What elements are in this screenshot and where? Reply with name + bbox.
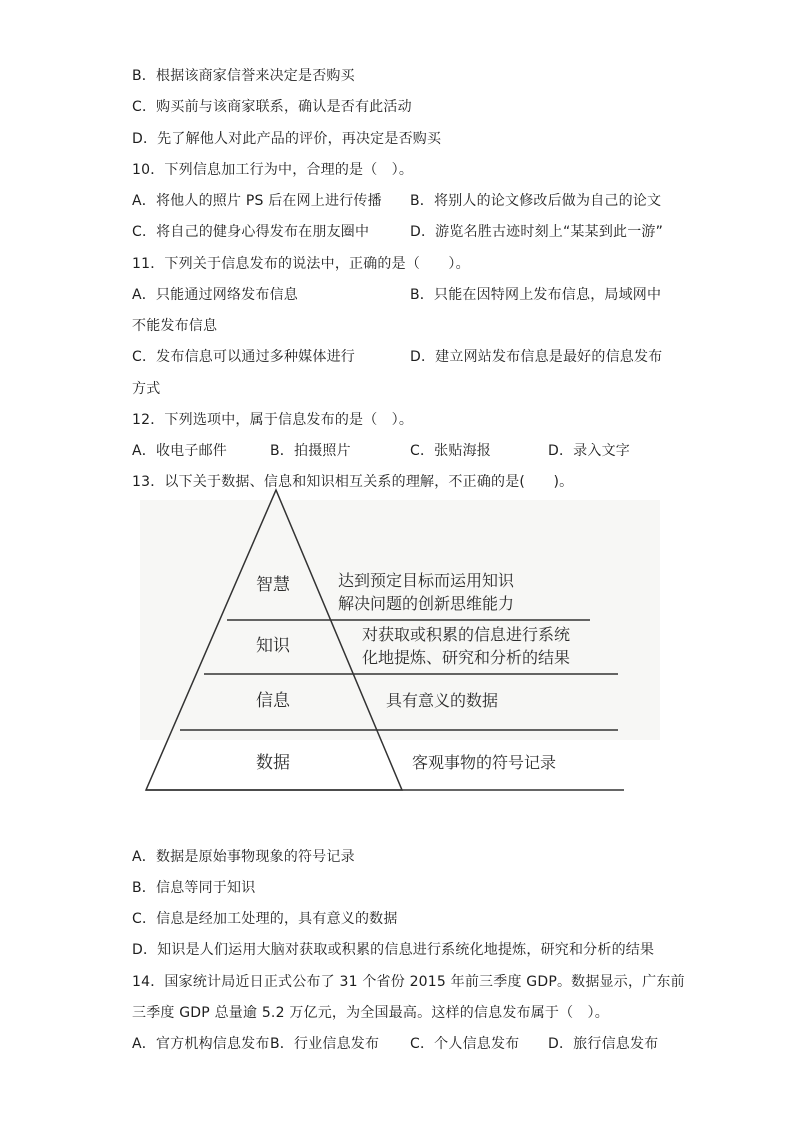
q12-stem: 12．下列选项中，属于信息发布的是（ ）。 (132, 412, 414, 428)
q13-stem: 13．以下关于数据、信息和知识相互关系的理解，不正确的是( )。 (132, 474, 574, 490)
q10-stem: 10．下列信息加工行为中，合理的是（ ）。 (132, 162, 414, 178)
level-desc-data: 客观事物的符号记录 (412, 753, 557, 772)
q13-option-c: C．信息是经加工处理的，具有意义的数据 (132, 911, 398, 927)
level-desc-wisdom-1: 达到预定目标而运用知识 (338, 571, 515, 590)
q12-option-c: C．张贴海报 (410, 443, 491, 459)
q10-option-b: B．将别人的论文修改后做为自己的论文 (410, 193, 662, 209)
level-name-information: 信息 (256, 691, 290, 711)
q14-option-a: A．官方机构信息发布 (132, 1036, 270, 1052)
q12-option-b: B．拍摄照片 (270, 443, 351, 459)
q10-option-c: C．将自己的健身心得发布在朋友圈中 (132, 224, 370, 240)
q14-option-b: B．行业信息发布 (270, 1036, 380, 1052)
q9-option-d: D．先了解他人对此产品的评价，再决定是否购买 (132, 131, 442, 147)
q13-option-b: B．信息等同于知识 (132, 880, 256, 896)
q13-option-d: D．知识是人们运用大脑对获取或积累的信息进行系统化地提炼，研究和分析的结果 (132, 942, 655, 958)
q12-option-d: D．录入文字 (548, 443, 630, 459)
q10-option-a: A．将他人的照片 PS 后在网上进行传播 (132, 193, 382, 209)
level-desc-knowledge-2: 化地提炼、研究和分析的结果 (362, 648, 571, 667)
level-desc-information: 具有意义的数据 (386, 691, 499, 710)
q14-stem-line1: 14．国家统计局近日正式公布了 31 个省份 2015 年前三季度 GDP。数据显示，广东前 (132, 974, 685, 990)
q14-option-c: C．个人信息发布 (410, 1036, 520, 1052)
q11-option-a: A．只能通过网络发布信息 (132, 287, 298, 303)
q11-option-b-cont: 不能发布信息 (132, 318, 218, 334)
q11-stem: 11．下列关于信息发布的说法中，正确的是（ ）。 (132, 256, 470, 272)
q9-option-c: C．购买前与该商家联系，确认是否有此活动 (132, 99, 412, 115)
q14-option-d: D．旅行信息发布 (548, 1036, 659, 1052)
q14-stem-line2: 三季度 GDP 总量逾 5.2 万亿元，为全国最高。这样的信息发布属于（ ）。 (132, 1005, 609, 1021)
level-name-wisdom: 智慧 (256, 575, 290, 595)
level-name-data: 数据 (256, 753, 290, 773)
q9-option-b: B．根据该商家信誉来决定是否购买 (132, 68, 355, 84)
q11-option-b: B．只能在因特网上发布信息，局域网中 (410, 287, 662, 303)
q11-option-d-cont: 方式 (132, 381, 161, 397)
q12-option-a: A．收电子邮件 (132, 443, 227, 459)
level-name-knowledge: 知识 (256, 636, 290, 656)
q13-option-a: A．数据是原始事物现象的符号记录 (132, 849, 355, 865)
level-desc-knowledge-1: 对获取或积累的信息进行系统 (362, 625, 571, 644)
q11-option-c: C．发布信息可以通过多种媒体进行 (132, 349, 355, 365)
level-desc-wisdom-2: 解决问题的创新思维能力 (338, 594, 515, 613)
q10-option-d: D．游览名胜古迹时刻上“某某到此一游” (410, 224, 664, 240)
q11-option-d: D．建立网站发布信息是最好的信息发布 (410, 349, 663, 365)
